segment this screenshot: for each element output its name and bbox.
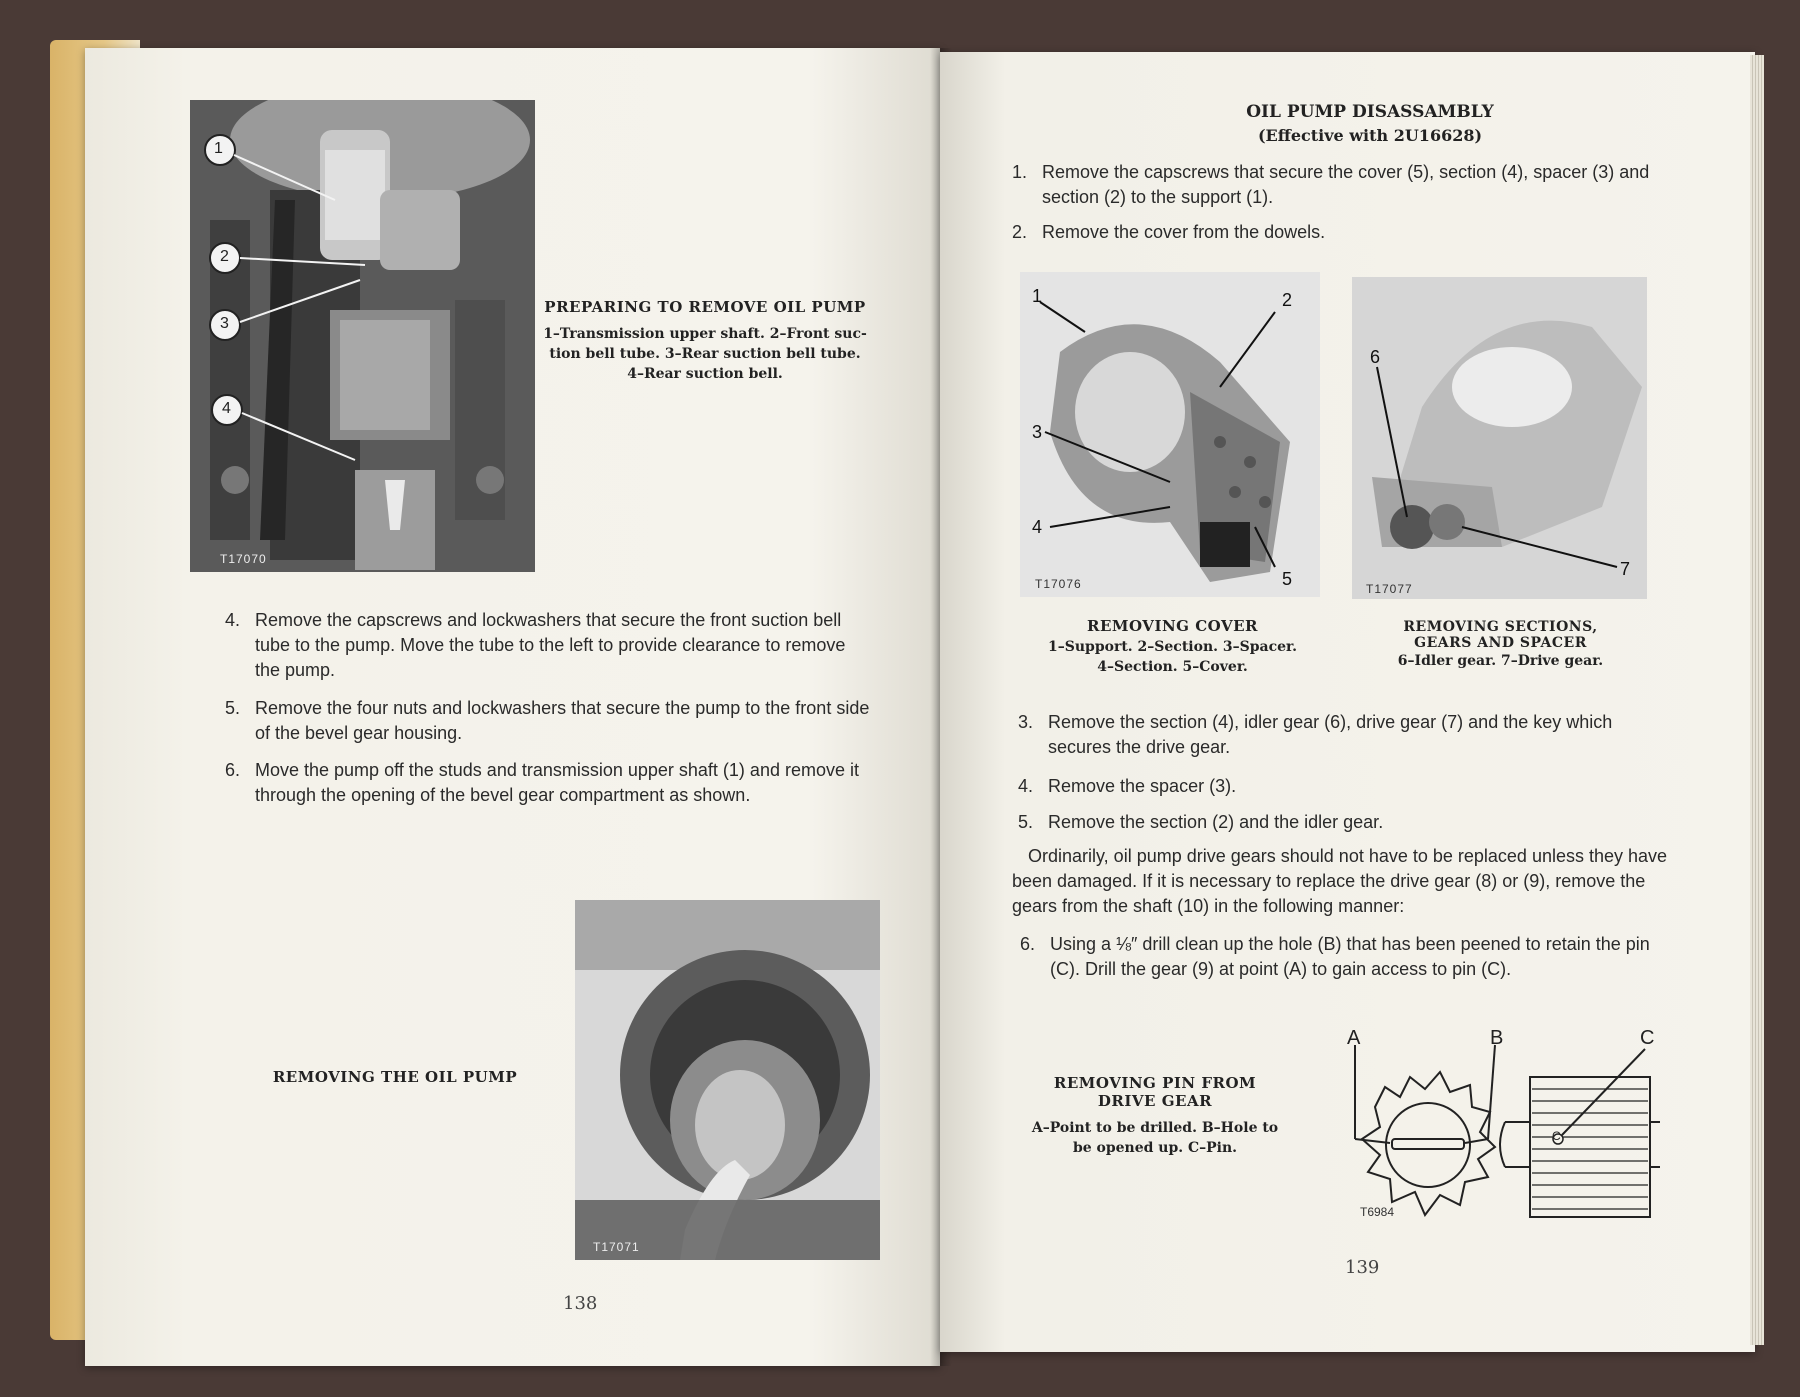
photo-code: T17070 — [220, 552, 267, 566]
label-c: C — [1640, 1027, 1655, 1049]
step-text: Move the pump off the studs and transmission upper shaft (1) and remove it through the opening of the bevel gear compartment as shown. — [255, 760, 859, 805]
caption-title: PREPARING TO REMOVE OIL PUMP — [544, 298, 866, 316]
left-page — [85, 48, 940, 1366]
caption-line: tion bell tube. 3–Rear suction bell tube. — [549, 346, 861, 362]
label-c-pin: C — [1552, 1129, 1561, 1143]
step-number: 3. — [1018, 712, 1034, 732]
right-page — [940, 52, 1755, 1352]
caption-line: A–Point to be drilled. B–Hole to — [1031, 1120, 1279, 1136]
drive-gear-diagram — [1300, 1027, 1660, 1227]
step-text: Remove the spacer (3). — [1048, 776, 1237, 796]
step-number: 2. — [1012, 222, 1028, 242]
caption-title: REMOVING PIN FROM — [1053, 1074, 1257, 1092]
photo-code: T17071 — [593, 1240, 640, 1254]
caption-line: 1–Support. 2–Section. 3–Spacer. — [1048, 639, 1297, 655]
step-2 — [1012, 220, 1652, 245]
callout-6: 6 — [1370, 347, 1382, 367]
caption-title: REMOVING COVER — [1087, 617, 1258, 635]
caption-title: GEARS AND SPACER — [1414, 635, 1587, 651]
callout-3: 3 — [1032, 422, 1044, 442]
callout-4: 4 — [1032, 517, 1044, 537]
step-number: 5. — [225, 698, 241, 718]
caption-line: 6–Idler gear. 7–Drive gear. — [1397, 653, 1604, 669]
photo-code: T17077 — [1366, 582, 1413, 596]
step-6 — [225, 758, 875, 808]
step-4 — [1018, 774, 1658, 799]
step-3 — [1018, 710, 1658, 760]
paragraph-drive-gears: Ordinarily, oil pump drive gears should not have to be replaced unless they have been damaged. If it is necessary to replace the drive gear (8) or (9), remove the gears from the shaft (10) in the following manner: — [1012, 846, 1668, 916]
diagram-code: T6984 — [1360, 1205, 1395, 1219]
step-number: 1. — [1012, 162, 1028, 182]
step-4 — [225, 608, 875, 683]
caption-line: 1–Transmission upper shaft. 2–Front suc- — [543, 326, 867, 342]
step-number: 6. — [225, 760, 241, 780]
page-edges-right — [1750, 55, 1764, 1345]
label-a: A — [1347, 1027, 1361, 1049]
callout-7: 7 — [1620, 559, 1632, 579]
photo-removing-pump — [575, 900, 880, 1260]
photo-removing-sections — [1352, 277, 1647, 599]
callout-1: 1 — [1032, 286, 1044, 306]
callout-2: 2 — [1282, 290, 1294, 310]
step-5 — [1018, 810, 1658, 835]
caption-title: DRIVE GEAR — [1097, 1092, 1213, 1110]
caption-line: 4–Rear suction bell. — [627, 366, 783, 382]
caption-title: REMOVING SECTIONS, — [1403, 619, 1598, 635]
caption-line: 4–Section. 5–Cover. — [1097, 659, 1248, 675]
step-5 — [225, 696, 875, 746]
page-number: 139 — [1345, 1257, 1380, 1278]
callout-2: 2 — [220, 248, 230, 265]
callout-3: 3 — [220, 315, 230, 332]
step-number: 5. — [1018, 812, 1034, 832]
photo-removing-cover — [1020, 272, 1320, 597]
caption-removing-sections — [1348, 619, 1653, 671]
callout-1: 1 — [214, 140, 224, 157]
gear-diagram-svg — [1300, 1027, 1660, 1227]
label-b: B — [1490, 1027, 1504, 1049]
photo-preparing-remove-pump — [190, 100, 535, 572]
step-number: 4. — [225, 610, 241, 630]
caption-line: be opened up. C–Pin. — [1072, 1140, 1238, 1156]
step-text: Remove the four nuts and lockwashers that secure the pump to the front side of the bevel gear housing. — [255, 698, 870, 743]
caption-removing-cover — [1020, 617, 1325, 677]
section-heading: OIL PUMP DISASSAMBLY — [1246, 102, 1494, 122]
callout-5: 5 — [1282, 569, 1294, 589]
caption-title: REMOVING THE OIL PUMP — [272, 1068, 518, 1086]
step-text: Using a ⅛″ drill clean up the hole (B) that has been peened to retain the pin (C). Drill the gear (9) at point (A) to gain access to pin (C). — [1050, 934, 1650, 979]
step-text: Remove the section (2) and the idler gear. — [1048, 812, 1384, 832]
page-number: 138 — [563, 1293, 598, 1314]
step-1 — [1012, 160, 1652, 210]
caption-preparing — [535, 298, 875, 384]
step-6 — [1020, 932, 1680, 982]
caption-removing-pump — [245, 1068, 545, 1086]
step-text: Remove the capscrews that secure the cover (5), section (4), spacer (3) and section (2) to the support (1). — [1042, 162, 1650, 207]
section-subheading: (Effective with 2U16628) — [1257, 126, 1483, 145]
step-number: 4. — [1018, 776, 1034, 796]
photo-code: T17076 — [1035, 577, 1082, 591]
step-text: Remove the capscrews and lockwashers that secure the front suction bell tube to the pump. Move the tube to the left to provide clearance to remove the pump. — [255, 610, 846, 680]
callout-4: 4 — [222, 400, 232, 417]
caption-removing-pin — [1020, 1074, 1290, 1158]
step-text: Remove the cover from the dowels. — [1042, 222, 1326, 242]
step-text: Remove the section (4), idler gear (6), drive gear (7) and the key which secures the drive gear. — [1048, 712, 1613, 757]
step-number: 6. — [1020, 934, 1036, 954]
